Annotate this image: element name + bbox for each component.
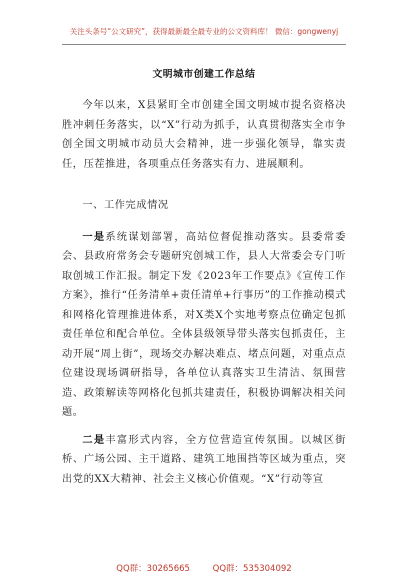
intro-paragraph: 今年以来，X县紧盯全市创建全国文明城市提名资格决胜冲刺任务落实，以“X”行动为抓手，认真贯彻落实全市争创全国文明城市动员大会精神，进一步强化领导，靠实责任，压茬推进，各项重点任务落实有力、进展顺利。 [62, 100, 346, 170]
document-title: 文明城市创建工作总结 [152, 69, 256, 80]
spacer [62, 423, 346, 431]
document-body [62, 96, 346, 489]
spacer [62, 174, 346, 185]
work-item-1-lead: 一是 [82, 230, 106, 243]
qq-group-2: QQ群：535304092 [212, 564, 292, 574]
work-item-1 [62, 228, 346, 423]
qq-group-1: QQ群：30265665 [116, 564, 190, 574]
promo-header: 关注头条号“公文研究”，获得最新最全最专业的公文资料库！ 微信：gongwenyj [69, 27, 339, 36]
work-item-2-lead: 二是 [82, 433, 106, 446]
section-heading: 一、工作完成情况 [82, 200, 169, 211]
work-item-1-text: 系统谋划部署，高站位督促推动落实。县委常委会、县政府常务会专题研究创城工作，县人大常委会专门听取创城工作汇报。制定下发《2023年工作要点》《宣传工作方案》，推行“任务清单+责任清单+行事历”的工作推动模式和网格化管理推进体系，对X类X个实地考察点位确定包抓责任单位和配合单位。全体县级领导带头落实包抓责任，主动开展“周上街”，现场交办解决难点、堵点问题，对重点点位建设现场调研指导，各单位认真落实卫生清洁、氛围营造、政策解读等网格化包抓共建责任，积极协调解决相关问题。 [62, 231, 346, 418]
work-item-2 [62, 431, 346, 490]
work-item-2-text: 丰富形式内容，全方位营造宣传氛围。以城区街桥、广场公园、主干道路、建筑工地围挡等区域为重点，突出党的XX大精神、社会主义核心价值观。“X”行动等宣 [62, 434, 346, 485]
header-divider [62, 44, 346, 45]
promo-footer [0, 562, 408, 574]
